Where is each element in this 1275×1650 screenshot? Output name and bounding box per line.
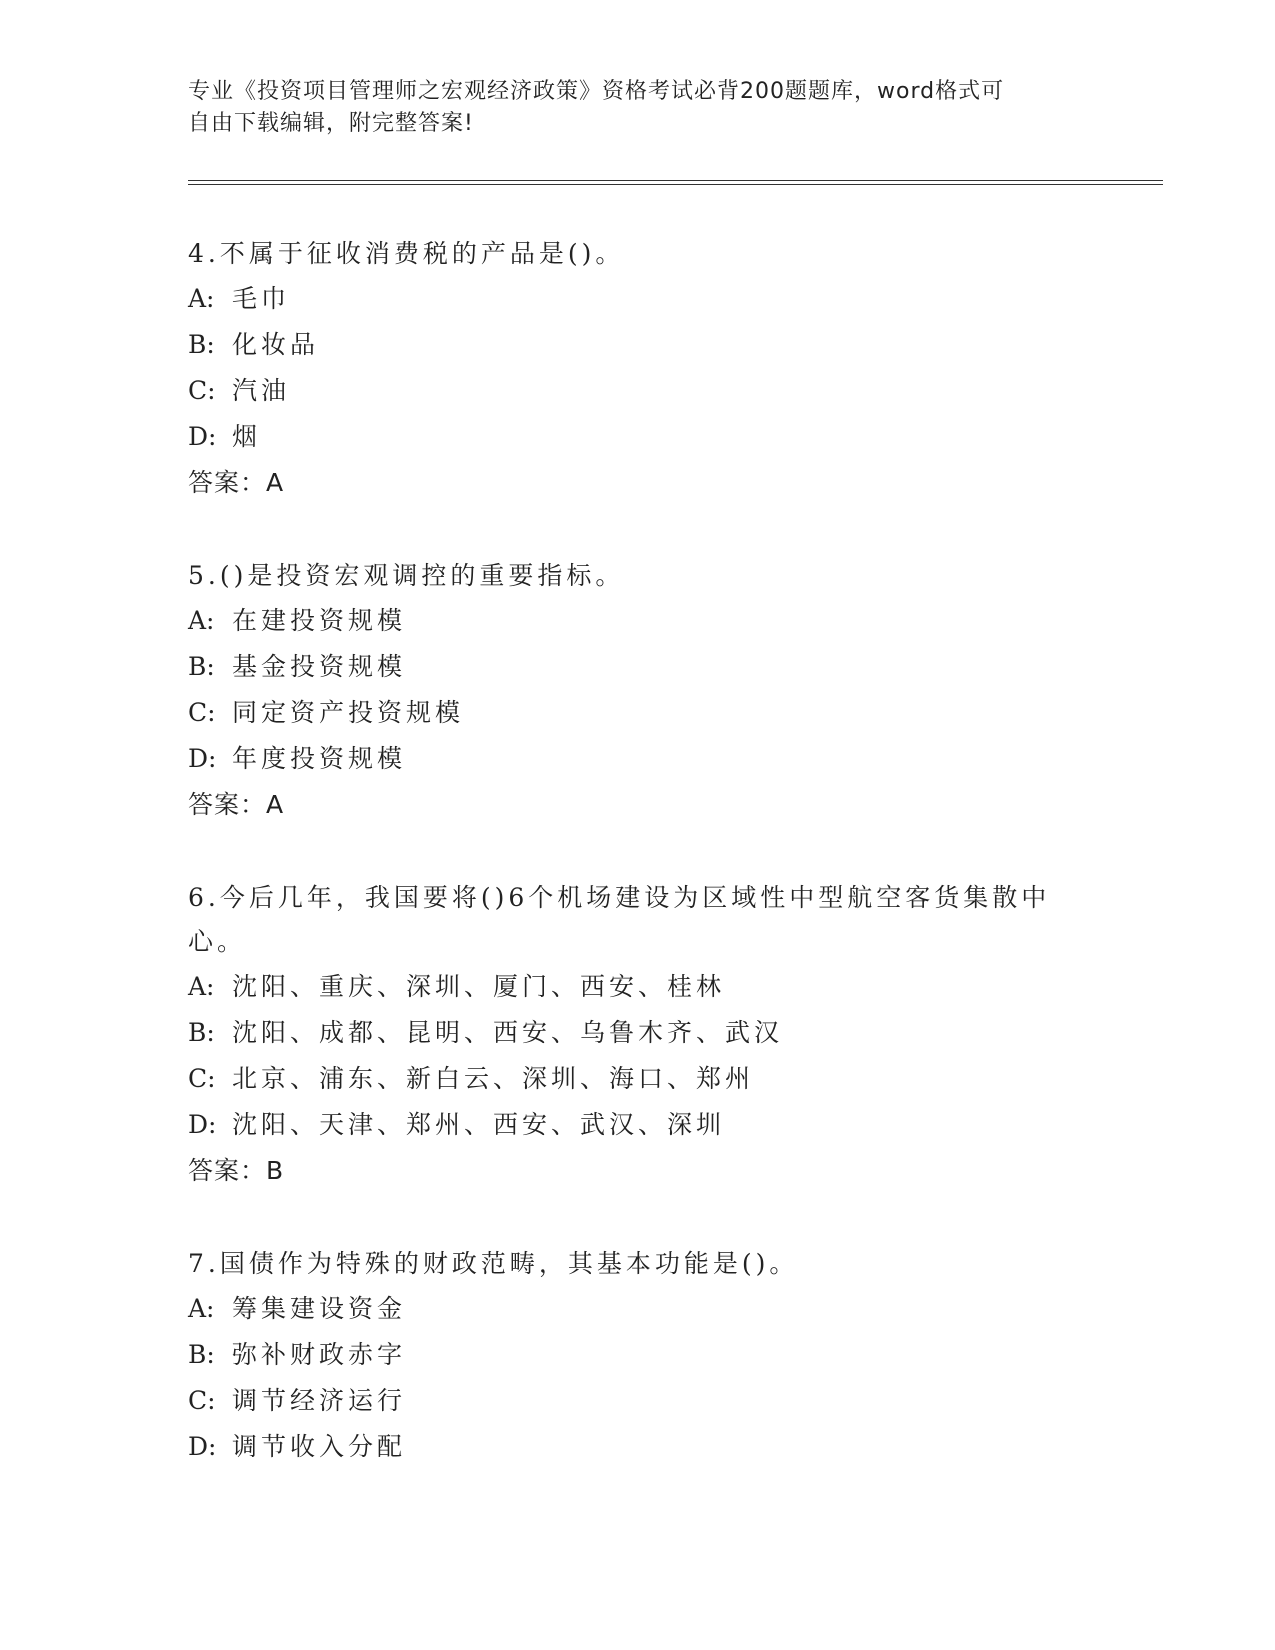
option-text: 烟 [232, 422, 262, 451]
question-6 [188, 876, 1108, 1194]
option-key: C: [188, 1386, 216, 1415]
option-key: A: [188, 284, 215, 313]
option-c [188, 690, 1108, 736]
option-c [188, 1378, 1108, 1424]
option-b [188, 644, 1108, 690]
option-key: B: [188, 652, 215, 681]
option-d [188, 736, 1108, 782]
option-key: D: [188, 744, 217, 773]
question-list [188, 232, 1108, 1518]
option-a [188, 1286, 1108, 1332]
option-key: D: [188, 422, 217, 451]
option-text: 调节经济运行 [232, 1386, 407, 1415]
option-text: 沈阳、天津、郑州、西安、武汉、深圳 [232, 1110, 726, 1139]
option-d [188, 1424, 1108, 1470]
option-text: 调节收入分配 [232, 1432, 407, 1461]
option-key: D: [188, 1432, 217, 1461]
question-4 [188, 232, 1108, 506]
option-a [188, 598, 1108, 644]
option-text: 汽油 [232, 376, 291, 405]
option-text: 筹集建设资金 [232, 1294, 407, 1323]
option-key: B: [188, 330, 215, 359]
option-b [188, 1010, 1108, 1056]
answer-line: 答案：B [188, 1156, 285, 1185]
question-7 [188, 1242, 1108, 1470]
header-line-2: 自由下载编辑，附完整答案! [188, 111, 474, 136]
option-text: 沈阳、成都、昆明、西安、乌鲁木齐、武汉 [232, 1018, 784, 1047]
option-key: C: [188, 376, 216, 405]
option-text: 毛巾 [232, 284, 291, 313]
answer-line: 答案：A [188, 790, 285, 819]
option-text: 同定资产投资规模 [232, 698, 465, 727]
option-text: 沈阳、重庆、深圳、厦门、西安、桂林 [232, 972, 726, 1001]
option-b [188, 1332, 1108, 1378]
option-c [188, 1056, 1108, 1102]
question-stem: 4.不属于征收消费税的产品是()。 [188, 239, 625, 268]
document-header [188, 76, 1088, 140]
header-divider-bottom [188, 184, 1163, 185]
option-a [188, 276, 1108, 322]
option-key: B: [188, 1340, 215, 1369]
option-text: 北京、浦东、新白云、深圳、海口、郑州 [232, 1064, 755, 1093]
header-line-1: 专业《投资项目管理师之宏观经济政策》资格考试必背200题题库，word格式可 [188, 79, 1005, 104]
question-stem: 7.国债作为特殊的财政范畴，其基本功能是()。 [188, 1249, 799, 1278]
option-key: D: [188, 1110, 217, 1139]
option-key: C: [188, 1064, 216, 1093]
option-text: 年度投资规模 [232, 744, 407, 773]
option-key: C: [188, 698, 216, 727]
option-key: A: [188, 606, 215, 635]
question-5 [188, 554, 1108, 828]
option-key: A: [188, 972, 215, 1001]
option-text: 弥补财政赤字 [232, 1340, 407, 1369]
option-b [188, 322, 1108, 368]
option-c [188, 368, 1108, 414]
question-stem: 6.今后几年，我国要将()6个机场建设为区域性中型航空客货集散中心。 [188, 883, 1051, 956]
option-text: 在建投资规模 [232, 606, 407, 635]
option-d [188, 1102, 1108, 1148]
option-key: A: [188, 1294, 215, 1323]
header-divider-top [188, 180, 1163, 181]
option-text: 化妆品 [232, 330, 320, 359]
option-text: 基金投资规模 [232, 652, 407, 681]
option-key: B: [188, 1018, 215, 1047]
question-stem: 5.()是投资宏观调控的重要指标。 [188, 561, 625, 590]
answer-line: 答案：A [188, 468, 285, 497]
option-d [188, 414, 1108, 460]
option-a [188, 964, 1108, 1010]
